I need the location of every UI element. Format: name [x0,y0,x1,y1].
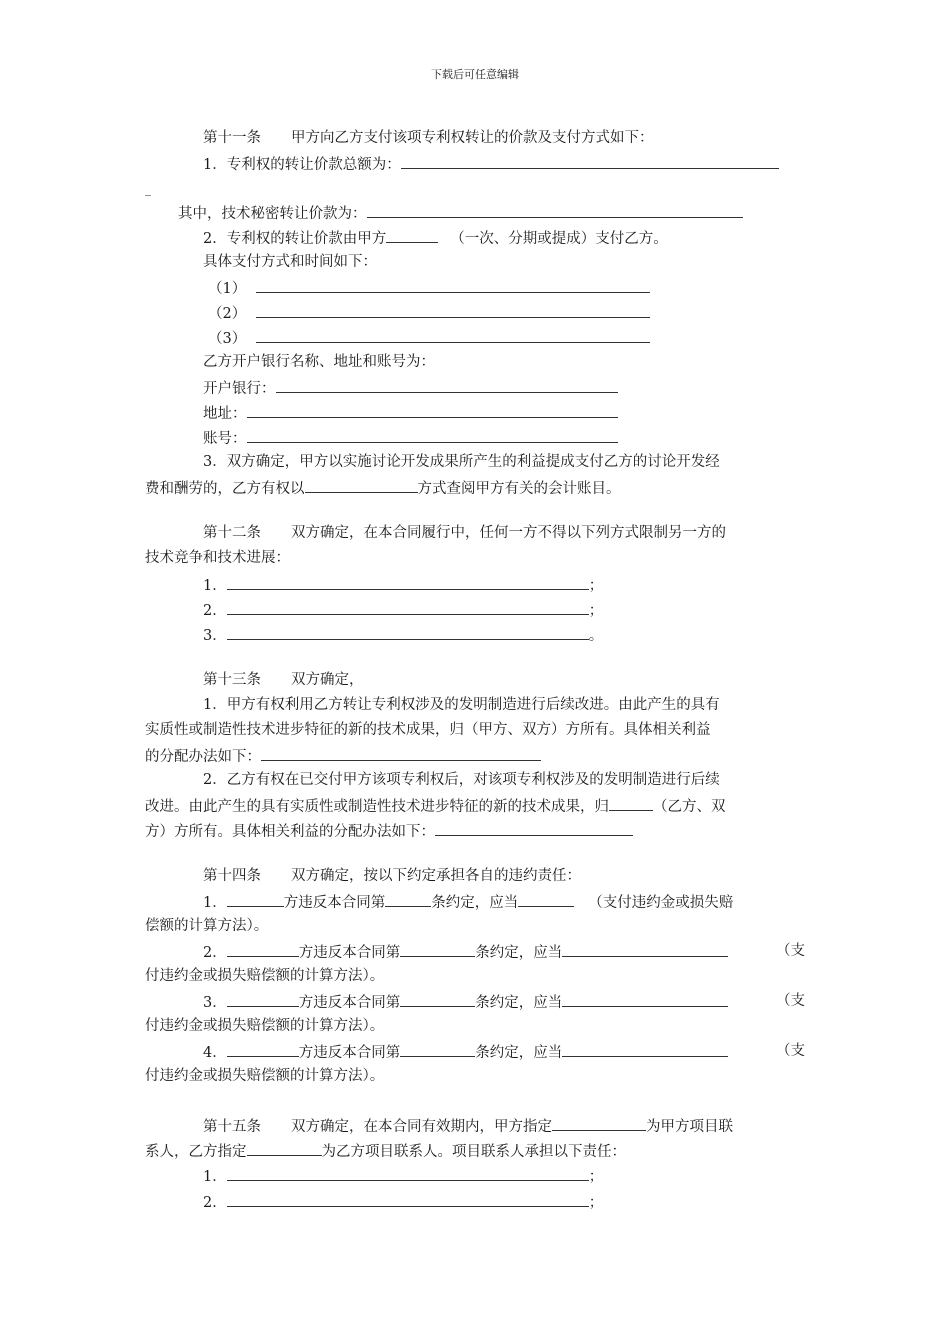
blank-a14-3-amount[interactable] [562,991,728,1007]
a13-item-2d: 方）方所有。具体相关利益的分配办法如下： [145,820,633,842]
a13-item-1a: 1．甲方有权利用乙方转让专利权涉及的发明制造进行后续改进。由此产生的具有 [203,697,720,713]
blank-bank-name[interactable] [276,377,618,393]
blank-a15-2[interactable] [227,1191,589,1207]
blank-a15-party-a[interactable] [552,1115,646,1131]
blank-a14-4-party[interactable] [227,1041,299,1057]
blank-payment-mode[interactable] [386,227,438,243]
a14-item-4: 4． 方违反本合同第 条约定，应当 （支 [203,1043,805,1061]
a11-item-3b: 费和酬劳的，乙方有权以 方式查阅甲方有关的会计账目。 [145,477,621,499]
a11-bank-account: 账号： [203,427,618,449]
blank-a14-2-amount[interactable] [562,941,728,957]
blank-list-1[interactable] [256,277,650,293]
a13-item-2a: 2．乙方有权在已交付甲方该项专利权后，对该项专利权涉及的发明制造进行后续 [203,772,720,788]
a14-item-1: 1． 方违反本合同第 条约定，应当 （支付违约金或损失赔 [203,891,733,913]
article-14-heading: 第十四条 双方确定，按以下约定承担各自的违约责任： [203,868,581,884]
article-15-title: 第十五条 [203,1119,261,1135]
a11-list-2: （2） [208,302,650,324]
a12-item-3: 3． 。 [203,624,603,646]
blank-bank-account[interactable] [247,427,618,443]
article-12-title: 第十二条 [203,525,261,541]
blank-a15-1[interactable] [227,1165,589,1181]
a11-item-3a: 3．双方确定，甲方以实施讨论开发成果所产生的利益提成支付乙方的讨论开发经 [203,454,720,470]
a12-text-2: 技术竞争和技术进展： [145,550,290,566]
a11-bank-address: 地址： [203,402,618,424]
blank-a14-3-clause[interactable] [400,991,475,1007]
blank-a12-3[interactable] [227,624,589,640]
blank-a15-party-b[interactable] [247,1140,322,1156]
blank-a14-1-clause[interactable] [385,891,431,907]
a11-list-3: （3） [208,327,650,349]
article-11-heading [203,128,654,148]
a15-item-1: 1． ； [203,1165,603,1187]
a11-bank-name: 开户银行： [203,377,618,399]
article-14-title: 第十四条 [203,868,261,884]
a11-item-1b: 其中，技术秘密转让价款为： [178,202,743,224]
blank-a14-4-clause[interactable] [400,1041,475,1057]
blank-bank-address[interactable] [247,402,618,418]
blank-a13-owner[interactable] [609,795,653,811]
blank-list-2[interactable] [256,302,650,318]
a14-item-3-tail: 付违约金或损失赔偿额的计算方法）。 [145,1018,385,1034]
a14-item-2-tail: 付违约金或损失赔偿额的计算方法）。 [145,968,385,984]
blank-a14-1-party[interactable] [227,891,284,907]
a13-item-2b: 改进。由此产生的具有实质性或制造性技术进步特征的新的技术成果，归 （乙方、双 [145,795,726,817]
a14-item-3: 3． 方违反本合同第 条约定，应当 （支 [203,993,805,1011]
article-11-title: 第十一条 [203,130,261,146]
article-13-title: 第十三条 [203,672,261,688]
blank-a12-2[interactable] [227,599,589,615]
a11-dash: _ [145,182,151,196]
blank-a14-2-party[interactable] [227,941,299,957]
article-13-heading: 第十三条 双方确定， [203,672,364,688]
blank-a14-1-amount[interactable] [518,891,574,907]
blank-audit-mode[interactable] [305,477,418,493]
blank-a13-2[interactable] [435,820,633,836]
blank-secret-price[interactable] [367,202,743,218]
article-15-heading: 第十五条 双方确定，在本合同有效期内，甲方指定 为甲方项目联 [203,1115,733,1137]
a12-item-1: 1． ； [203,574,603,596]
a11-bank-info: 乙方开户银行名称、地址和账号为： [203,354,435,370]
blank-list-3[interactable] [256,327,650,343]
article-11-text: 甲方向乙方支付该项专利权转让的价款及支付方式如下： [291,130,654,146]
a13-item-1c: 的分配办法如下： [145,745,541,767]
page-header: 下载后可任意编辑 [431,68,519,81]
a12-item-2: 2． ； [203,599,603,621]
a11-item-2c: 具体支付方式和时间如下： [203,254,377,270]
article-12-heading: 第十二条 双方确定，在本合同履行中，任何一方不得以下列方式限制另一方的 [203,525,726,541]
a11-item-1: 1．专利权的转让价款总额为： [203,153,779,175]
a11-list-1: （1） [208,277,650,299]
blank-a12-1[interactable] [227,574,589,590]
a14-item-1-tail: 偿额的计算方法）。 [145,918,269,934]
a15-line-2: 系人，乙方指定 为乙方项目联系人。项目联系人承担以下责任： [145,1140,626,1162]
a13-item-1b: 实质性或制造性技术进步特征的新的技术成果，归（甲方、双方）方所有。具体相关利益 [145,722,711,738]
blank-a14-4-amount[interactable] [562,1041,728,1057]
blank-a14-3-party[interactable] [227,991,299,1007]
a15-item-2: 2． ； [203,1191,603,1213]
blank-total-price[interactable] [401,153,779,169]
a14-item-4-tail: 付违约金或损失赔偿额的计算方法）。 [145,1068,385,1084]
blank-a13-1[interactable] [261,745,541,761]
a14-item-2: 2． 方违反本合同第 条约定，应当 （支 [203,943,805,961]
blank-a14-2-clause[interactable] [400,941,475,957]
a11-item-2: 2．专利权的转让价款由甲方 （一次、分期或提成）支付乙方。 [203,227,668,249]
